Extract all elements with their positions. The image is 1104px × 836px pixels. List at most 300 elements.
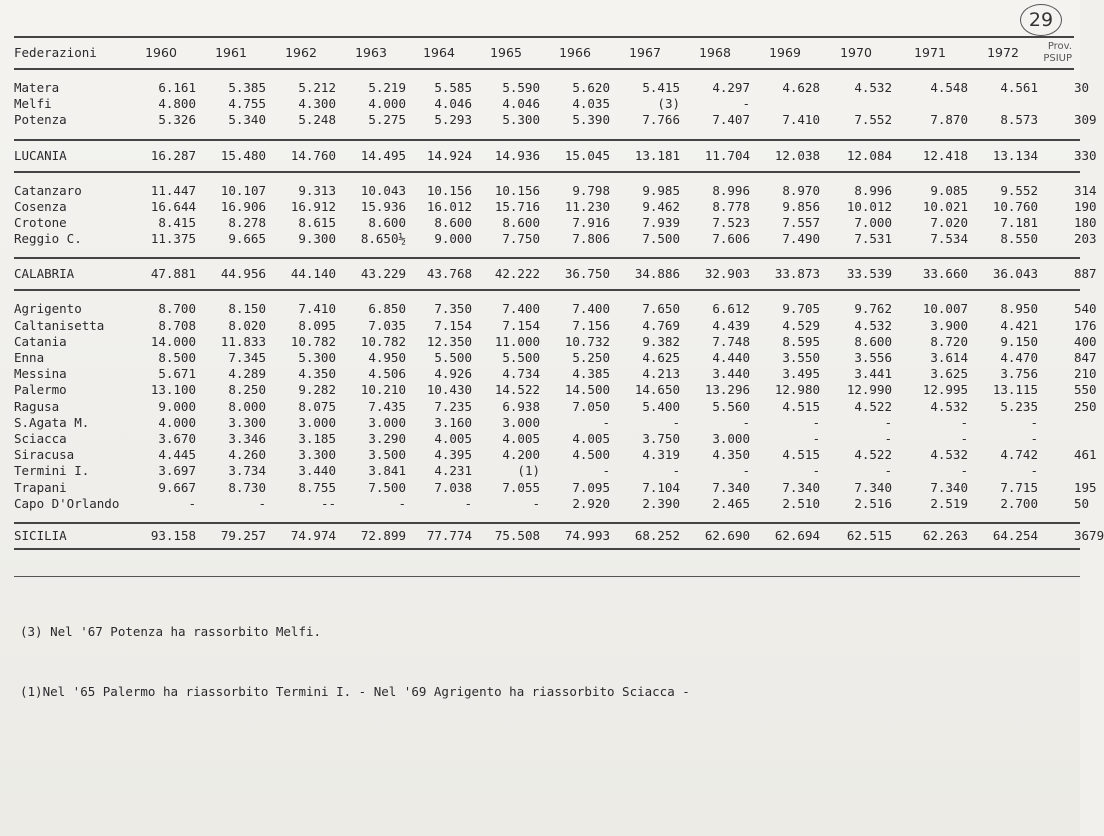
- cell-value: 4.470: [1000, 350, 1038, 366]
- cell-value: 3.346: [228, 431, 266, 447]
- psiup-value: 210: [1074, 366, 1097, 382]
- cell-value: 4.742: [1000, 447, 1038, 463]
- cell-value: 11.375: [150, 231, 196, 247]
- cell-value: 3.556: [854, 350, 892, 366]
- cell-value: 16.906: [220, 198, 266, 214]
- column-header-prov-psiup: [1038, 37, 1074, 69]
- cell-value: 8.996: [854, 182, 892, 198]
- cell-value: 7.748: [712, 333, 750, 349]
- cell-value: 2.390: [642, 495, 680, 511]
- cell-value: 8.720: [930, 333, 968, 349]
- cell-value: 8.600: [434, 215, 472, 231]
- cell-value: 3.900: [930, 317, 968, 333]
- cell-value: 4.440: [712, 350, 750, 366]
- cell-value: 5.671: [158, 366, 196, 382]
- cell-value: 7.181: [1000, 215, 1038, 231]
- cell-value: 7.410: [782, 112, 820, 128]
- cell-value: 7.650: [642, 301, 680, 317]
- membership-table: [14, 36, 1104, 550]
- cell-value: 5.560: [712, 398, 750, 414]
- psiup-value: 400: [1074, 333, 1097, 349]
- cell-value: 7.750: [502, 231, 540, 247]
- cell-value: 4.421: [1000, 317, 1038, 333]
- cell-value: 7.407: [712, 112, 750, 128]
- cell-value: (1): [517, 463, 540, 479]
- table-body: [14, 69, 1104, 549]
- cell-value: 4.800: [158, 96, 196, 112]
- column-header-year: 1969: [750, 37, 820, 69]
- cell-value: -: [672, 463, 680, 479]
- cell-value: -: [884, 414, 892, 430]
- column-header-year: 1971: [892, 37, 968, 69]
- cell-value: 14.650: [634, 382, 680, 398]
- cell-value: 14.522: [494, 382, 540, 398]
- cell-value: 7.035: [368, 317, 406, 333]
- cell-value: 7.523: [712, 215, 750, 231]
- cell-value: 4.548: [930, 80, 968, 95]
- cell-value: 4.385: [572, 366, 610, 382]
- cell-value: 3.550: [782, 350, 820, 366]
- region-total-row: [14, 140, 1080, 172]
- cell-value: 3.670: [158, 431, 196, 447]
- cell-value: 4.439: [712, 317, 750, 333]
- cell-value: 5.590: [502, 80, 540, 95]
- cell-value: 42.222: [472, 258, 540, 290]
- gap-cell: [1038, 496, 1074, 512]
- cell-value: 14.000: [150, 333, 196, 349]
- federation-name: Ragusa: [14, 398, 60, 414]
- cell-value: 8.550: [1000, 231, 1038, 247]
- psiup-value: 190: [1074, 198, 1097, 214]
- cell-value: -: [960, 414, 968, 430]
- federation-row: [14, 112, 1080, 128]
- cell-value: 10.007: [922, 301, 968, 317]
- cell-value: -: [258, 495, 266, 511]
- cell-value: 3.750: [642, 431, 680, 447]
- federation-name: Matera: [14, 80, 60, 95]
- gap-cell: [1038, 231, 1074, 247]
- cell-value: 6.612: [712, 301, 750, 317]
- psiup-value: 30: [1074, 80, 1090, 95]
- cell-value: 4.005: [502, 431, 540, 447]
- cell-value: -: [812, 463, 820, 479]
- gap-cell: [1038, 447, 1074, 463]
- column-header-year: 1967: [610, 37, 680, 69]
- cell-value: 4.319: [642, 447, 680, 463]
- cell-value: 74.993: [540, 523, 610, 549]
- gap-cell: [1038, 523, 1074, 549]
- psiup-value: [1074, 431, 1080, 447]
- cell-value: 36.043: [968, 258, 1038, 290]
- cell-value: 3.440: [298, 463, 336, 479]
- cell-value: 14.936: [472, 140, 540, 172]
- cell-value: 79.257: [196, 523, 266, 549]
- cell-value: 3.756: [1000, 366, 1038, 382]
- cell-value: 3.160: [434, 414, 472, 430]
- cell-value: 8.755: [298, 479, 336, 495]
- cell-value: 9.462: [642, 198, 680, 214]
- cell-value: 5.500: [434, 350, 472, 366]
- cell-value: 4.769: [642, 317, 680, 333]
- cell-value: 34.886: [610, 258, 680, 290]
- cell-value: 44.140: [266, 258, 336, 290]
- federation-name: Caltanisetta: [14, 317, 105, 333]
- cell-value: 7.104: [642, 479, 680, 495]
- psiup-value: 50: [1074, 495, 1090, 511]
- gap-cell: [1038, 140, 1074, 172]
- spacer-row: [14, 69, 1080, 80]
- cell-value: 8.700: [158, 301, 196, 317]
- cell-value: -: [532, 495, 540, 511]
- cell-value: 10.156: [494, 182, 540, 198]
- region-total-row: [14, 523, 1080, 549]
- cell-value: 4.950: [368, 350, 406, 366]
- cell-value: 32.903: [680, 258, 750, 290]
- cell-value: 14.760: [266, 140, 336, 172]
- federation-name: Messina: [14, 366, 67, 382]
- cell-value: 10.021: [922, 198, 968, 214]
- cell-value: 10.782: [360, 333, 406, 349]
- cell-value: 3.300: [228, 414, 266, 430]
- cell-value: 14.500: [564, 382, 610, 398]
- cell-value: 33.539: [820, 258, 892, 290]
- cell-value: 62.263: [892, 523, 968, 549]
- federation-row: [14, 199, 1080, 215]
- psiup-value: 314: [1074, 182, 1097, 198]
- cell-value: 7.350: [434, 301, 472, 317]
- cell-value: 4.926: [434, 366, 472, 382]
- psiup-value: 847: [1074, 350, 1097, 366]
- cell-value: 3.000: [298, 414, 336, 430]
- cell-value: 7.531: [854, 231, 892, 247]
- cell-value: 9.150: [1000, 333, 1038, 349]
- cell-value: 10.732: [564, 333, 610, 349]
- psiup-value: [1074, 415, 1080, 431]
- cell-value: 4.300: [298, 96, 336, 112]
- psiup-value: 540: [1074, 301, 1097, 317]
- cell-value: 3.000: [502, 414, 540, 430]
- cell-value: 7.870: [930, 112, 968, 128]
- psiup-value: 550: [1074, 382, 1097, 398]
- psiup-value: [1074, 96, 1080, 112]
- cell-value: 5.620: [572, 80, 610, 95]
- cell-value: -: [1030, 414, 1038, 430]
- cell-value: 4.005: [434, 431, 472, 447]
- cell-value: 12.350: [426, 333, 472, 349]
- cell-value: 77.774: [406, 523, 472, 549]
- psiup-value: 250: [1074, 398, 1097, 414]
- cell-value: 9.000: [158, 398, 196, 414]
- cell-value: -: [398, 495, 406, 511]
- cell-value: 2.519: [930, 495, 968, 511]
- federation-row: [14, 496, 1080, 512]
- cell-value: 3.500: [368, 447, 406, 463]
- cell-value: 5.400: [642, 398, 680, 414]
- psiup-value: [1074, 463, 1080, 479]
- cell-value: 4.500: [572, 447, 610, 463]
- cell-value: 3.841: [368, 463, 406, 479]
- cell-value: 10.043: [360, 182, 406, 198]
- cell-value: 11.230: [564, 198, 610, 214]
- header-row: [14, 37, 1080, 69]
- psiup-value: 330: [1074, 140, 1080, 172]
- federation-row: [14, 382, 1080, 398]
- cell-value: 4.035: [572, 96, 610, 112]
- cell-value: 2.700: [1000, 495, 1038, 511]
- psiup-value: 3679: [1074, 523, 1080, 549]
- cell-value: --: [320, 495, 336, 511]
- cell-value: [750, 96, 820, 112]
- cell-value: 3.441: [854, 366, 892, 382]
- cell-value: 7.500: [368, 479, 406, 495]
- cell-value: 2.516: [854, 495, 892, 511]
- cell-value: 5.326: [158, 112, 196, 128]
- federation-name: Cosenza: [14, 198, 67, 214]
- cell-value: 62.515: [820, 523, 892, 549]
- cell-value: 12.084: [820, 140, 892, 172]
- cell-value: 7.345: [228, 350, 266, 366]
- cell-value: 15.936: [360, 198, 406, 214]
- psiup-value: 887: [1074, 258, 1080, 290]
- cell-value: 13.115: [992, 382, 1038, 398]
- cell-value: 7.606: [712, 231, 750, 247]
- cell-value: 5.390: [572, 112, 610, 128]
- cell-value: -: [602, 414, 610, 430]
- cell-value: 16.912: [290, 198, 336, 214]
- cell-value: 9.085: [930, 182, 968, 198]
- footnote: (3) Nel '67 Potenza ha rassorbito Melfi.: [20, 624, 322, 639]
- federation-row: [14, 366, 1080, 382]
- federation-name: S.Agata M.: [14, 414, 90, 430]
- federation-row: [14, 96, 1080, 112]
- gap-cell: [1038, 415, 1074, 431]
- psiup-label: PSIUP: [1043, 53, 1072, 64]
- cell-value: 7.154: [434, 317, 472, 333]
- psiup-value: 195: [1074, 479, 1097, 495]
- federation-row: [14, 447, 1080, 463]
- cell-value: 3.697: [158, 463, 196, 479]
- federation-row: [14, 301, 1080, 317]
- spacer-row: [14, 247, 1080, 258]
- cell-value: 3.734: [228, 463, 266, 479]
- cell-value: 15.716: [494, 198, 540, 214]
- cell-value: 16.644: [150, 198, 196, 214]
- federation-row: [14, 215, 1080, 231]
- cell-value: 36.750: [540, 258, 610, 290]
- cell-value: 7.038: [434, 479, 472, 495]
- gap-cell: [1038, 199, 1074, 215]
- cell-value: 5.385: [228, 80, 266, 95]
- cell-value: 12.980: [774, 382, 820, 398]
- cell-value: 4.532: [854, 80, 892, 95]
- cell-value: 8.600: [368, 215, 406, 231]
- cell-value: 16.012: [426, 198, 472, 214]
- gap-cell: [1038, 258, 1074, 290]
- federation-row: [14, 480, 1080, 496]
- cell-value: 8.615: [298, 215, 336, 231]
- federation-name: Agrigento: [14, 301, 82, 317]
- gap-cell: [1038, 112, 1074, 128]
- cell-value: 8.778: [712, 198, 750, 214]
- cell-value: (3): [657, 96, 680, 112]
- federation-name: Catania: [14, 333, 67, 349]
- federation-row: [14, 334, 1080, 350]
- cell-value: 5.500: [502, 350, 540, 366]
- gap-cell: [1038, 382, 1074, 398]
- cell-value: 5.235: [1000, 398, 1038, 414]
- cell-value: 33.660: [892, 258, 968, 290]
- cell-value: 9.000: [434, 231, 472, 247]
- cell-value: 5.293: [434, 112, 472, 128]
- spacer-row: [14, 290, 1080, 301]
- cell-value: 4.532: [930, 398, 968, 414]
- cell-value: -: [188, 495, 196, 511]
- cell-value: -: [884, 431, 892, 447]
- column-header-year: 1970: [820, 37, 892, 69]
- table-bottom-rule: [14, 576, 1080, 577]
- region-name: SICILIA: [14, 523, 126, 549]
- cell-value: 8.500: [158, 350, 196, 366]
- federation-name: Trapani: [14, 479, 67, 495]
- cell-value: 10.012: [846, 198, 892, 214]
- footnotes: [20, 582, 690, 742]
- cell-value: 9.667: [158, 479, 196, 495]
- cell-value: 4.231: [434, 463, 472, 479]
- cell-value: 5.300: [502, 112, 540, 128]
- spacer-row: [14, 512, 1080, 523]
- cell-value: 4.515: [782, 398, 820, 414]
- cell-value: 8.095: [298, 317, 336, 333]
- cell-value: 4.297: [712, 80, 750, 95]
- cell-value: 9.762: [854, 301, 892, 317]
- cell-value: 7.916: [572, 215, 610, 231]
- cell-value: -: [884, 463, 892, 479]
- cell-value: 3.290: [368, 431, 406, 447]
- cell-value: 7.400: [502, 301, 540, 317]
- cell-value: -: [1030, 463, 1038, 479]
- cell-value: 7.156: [572, 317, 610, 333]
- cell-value: 72.899: [336, 523, 406, 549]
- cell-value: 3.000: [368, 414, 406, 430]
- cell-value: 12.418: [892, 140, 968, 172]
- cell-value: 11.000: [494, 333, 540, 349]
- region-total-row: [14, 258, 1080, 290]
- cell-value: 4.260: [228, 447, 266, 463]
- cell-value: 4.046: [434, 96, 472, 112]
- psiup-value: 180: [1074, 215, 1097, 231]
- cell-value: 3.300: [298, 447, 336, 463]
- cell-value: 7.000: [854, 215, 892, 231]
- cell-value: 7.020: [930, 215, 968, 231]
- cell-value: 4.000: [368, 96, 406, 112]
- federation-name: Sciacca: [14, 431, 67, 447]
- cell-value: 6.850: [368, 301, 406, 317]
- cell-value: 4.005: [572, 431, 610, 447]
- cell-value: 10.782: [290, 333, 336, 349]
- cell-value: 4.755: [228, 96, 266, 112]
- federation-row: [14, 183, 1080, 199]
- cell-value: 8.020: [228, 317, 266, 333]
- cell-value: 5.340: [228, 112, 266, 128]
- cell-value: 4.628: [782, 80, 820, 95]
- cell-value: 2.465: [712, 495, 750, 511]
- cell-value: -: [812, 431, 820, 447]
- cell-value: -: [742, 463, 750, 479]
- gap-cell: [1038, 215, 1074, 231]
- cell-value: 7.552: [854, 112, 892, 128]
- federation-row: [14, 80, 1080, 96]
- cell-value: 7.490: [782, 231, 820, 247]
- cell-value: 11.447: [150, 182, 196, 198]
- cell-value: 10.156: [426, 182, 472, 198]
- cell-value: 9.705: [782, 301, 820, 317]
- cell-value: 8.970: [782, 182, 820, 198]
- cell-value: -: [960, 431, 968, 447]
- cell-value: 7.154: [502, 317, 540, 333]
- federation-name: Catanzaro: [14, 182, 82, 198]
- cell-value: 8.730: [228, 479, 266, 495]
- federation-row: [14, 318, 1080, 334]
- cell-value: 16.287: [126, 140, 196, 172]
- column-header-year: 1964: [406, 37, 472, 69]
- cell-value: 3.185: [298, 431, 336, 447]
- gap-cell: [1038, 366, 1074, 382]
- cell-value: 64.254: [968, 523, 1038, 549]
- cell-value: 62.694: [750, 523, 820, 549]
- cell-value: -: [742, 414, 750, 430]
- region-name: LUCANIA: [14, 140, 126, 172]
- gap-cell: [1038, 399, 1074, 415]
- federation-name: Potenza: [14, 112, 67, 128]
- cell-value: 7.766: [642, 112, 680, 128]
- cell-value: 2.510: [782, 495, 820, 511]
- cell-value: 3.625: [930, 366, 968, 382]
- cell-value: 75.508: [472, 523, 540, 549]
- column-header-year: 1968: [680, 37, 750, 69]
- cell-value: 5.219: [368, 80, 406, 95]
- cell-value: 5.248: [298, 112, 336, 128]
- cell-value: -: [464, 495, 472, 511]
- cell-value: 43.768: [406, 258, 472, 290]
- cell-value: 11.704: [680, 140, 750, 172]
- cell-value: 8.600: [502, 215, 540, 231]
- cell-value: 4.529: [782, 317, 820, 333]
- cell-value: 4.200: [502, 447, 540, 463]
- gap-cell: [1038, 301, 1074, 317]
- cell-value: 9.985: [642, 182, 680, 198]
- cell-value: 5.300: [298, 350, 336, 366]
- cell-value: 43.229: [336, 258, 406, 290]
- cell-value: 8.150: [228, 301, 266, 317]
- cell-value: 33.873: [750, 258, 820, 290]
- cell-value: -: [960, 463, 968, 479]
- cell-value: 7.340: [854, 479, 892, 495]
- cell-value: 8.278: [228, 215, 266, 231]
- cell-value: 4.522: [854, 447, 892, 463]
- cell-value: 8.595: [782, 333, 820, 349]
- column-header-year: 1961: [196, 37, 266, 69]
- cell-value: [892, 96, 968, 112]
- cell-value: 4.289: [228, 366, 266, 382]
- cell-value: 14.924: [406, 140, 472, 172]
- cell-value: [820, 96, 892, 112]
- cell-value: 3.440: [712, 366, 750, 382]
- cell-value: -: [742, 96, 750, 112]
- federation-name: Reggio C.: [14, 231, 82, 247]
- cell-value: 3.495: [782, 366, 820, 382]
- federation-name: Palermo: [14, 382, 67, 398]
- cell-value: 7.055: [502, 479, 540, 495]
